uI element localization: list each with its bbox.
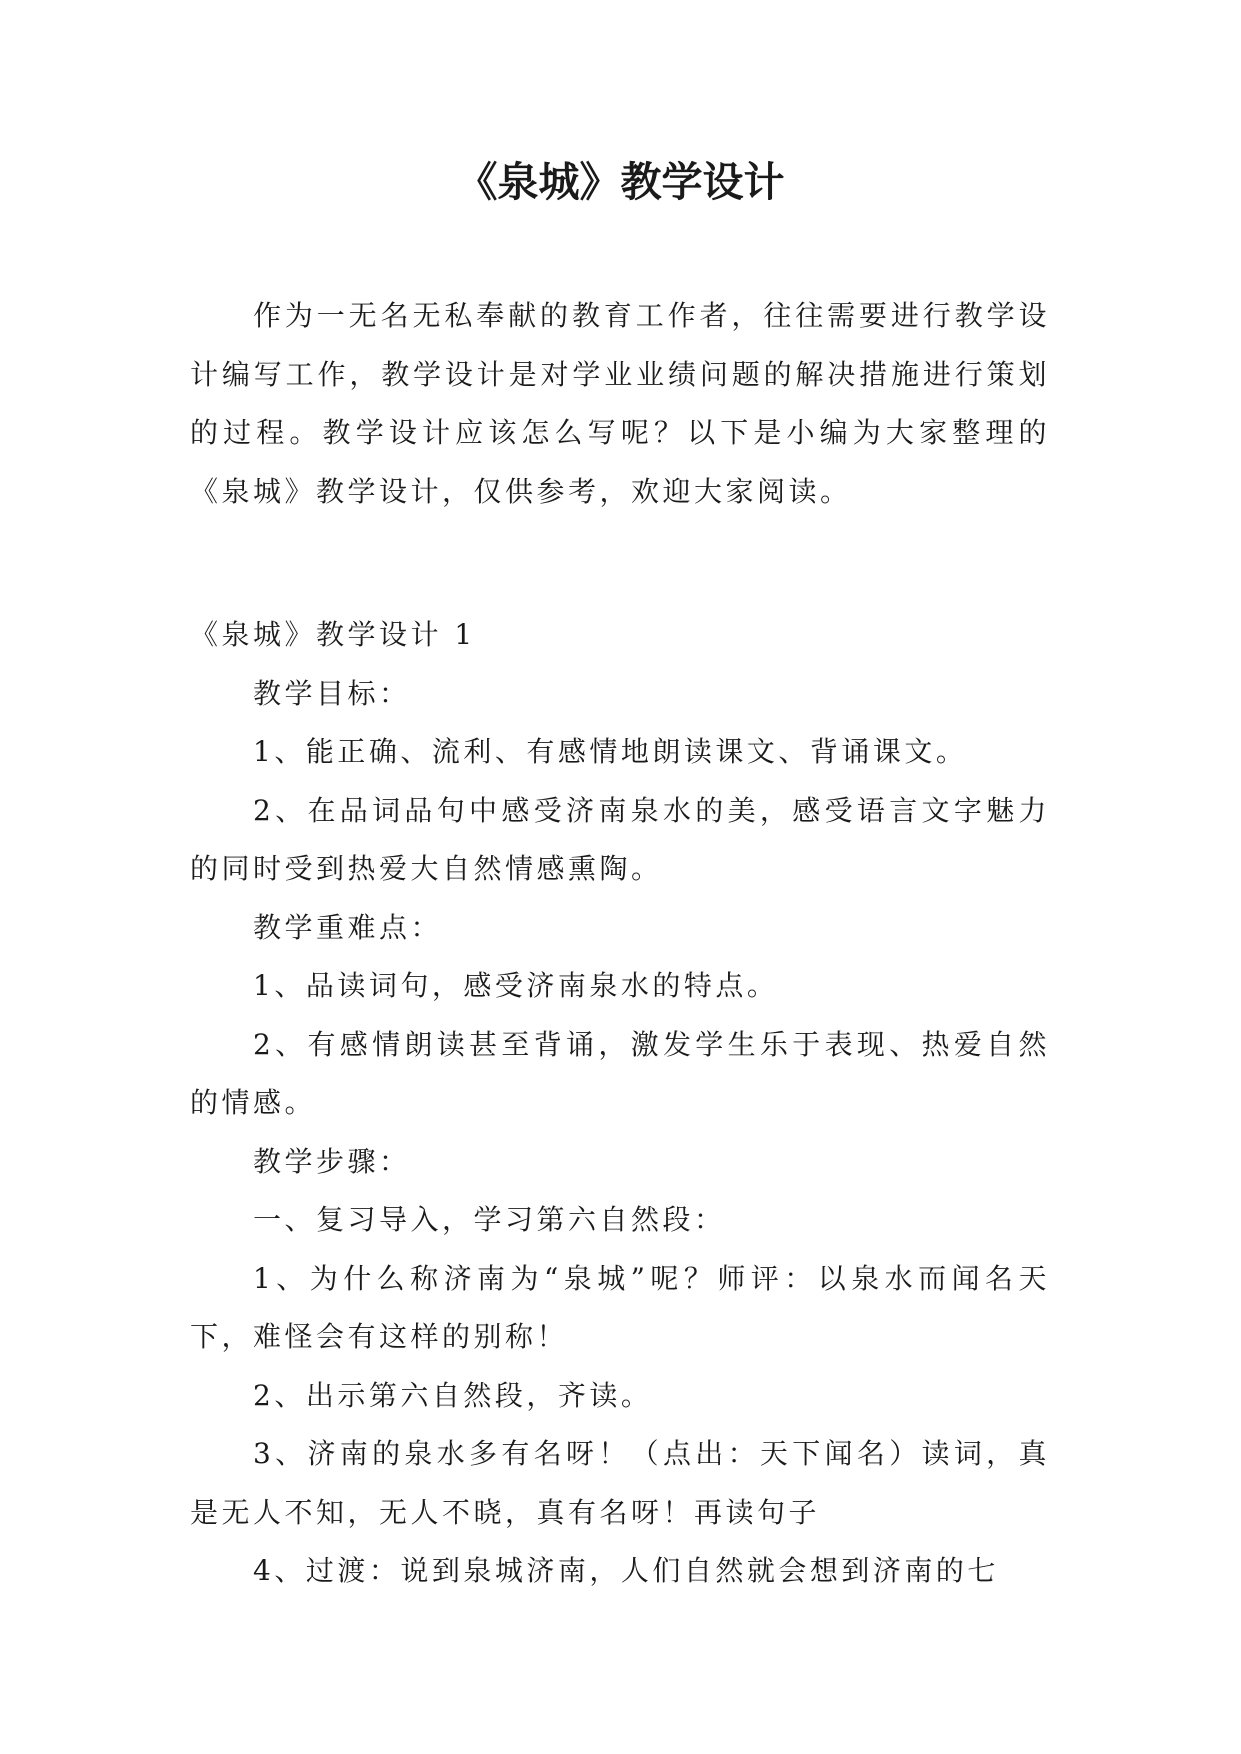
- paragraph-key-point-1: 1、品读词句，感受济南泉水的特点。: [253, 969, 779, 1002]
- paragraph-objective-2: 2、在品词品句中感受济南泉水的美，感受语言文字魅力的同时受到热爱大自然情感熏陶。: [190, 793, 1050, 885]
- document-body: [190, 287, 1050, 1601]
- paragraph-key-point-2: 2、有感情朗读甚至背诵，激发学生乐于表现、热爱自然的情感。: [190, 1027, 1050, 1119]
- intro-paragraph: 作为一无名无私奉献的教育工作者，往往需要进行教学设计编写工作，教学设计是对学业业绩问题的解决措施进行策划的过程。教学设计应该怎么写呢？以下是小编为大家整理的《泉城》教学设计，仅供参考，欢迎大家阅读。: [190, 299, 1050, 508]
- paragraph-step-1: 1、为什么称济南为“泉城”呢？师评：以泉水而闻名天下，难怪会有这样的别称！: [190, 1261, 1050, 1353]
- paragraph-step-section-1: 一、复习导入，学习第六自然段：: [253, 1203, 726, 1236]
- paragraph-step-4: 4、过渡：说到泉城济南，人们自然就会想到济南的七: [253, 1554, 999, 1587]
- paragraph-key-points-heading: 教学重难点：: [253, 910, 443, 944]
- paragraph-gap: [190, 521, 1050, 606]
- paragraph-steps-heading: 教学步骤：: [253, 1144, 411, 1178]
- document-title: 《泉城》教学设计: [456, 158, 785, 206]
- paragraph-objectives-heading: 教学目标：: [253, 676, 411, 710]
- paragraph-objective-1: 1、能正确、流利、有感情地朗读课文、背诵课文。: [253, 735, 968, 768]
- paragraph-step-3: 3、济南的泉水多有名呀！（点出：天下闻名）读词，真是无人不知，无人不晓，真有名呀！再读句子: [190, 1437, 1050, 1529]
- paragraph-step-2: 2、出示第六自然段，齐读。: [253, 1378, 653, 1412]
- section-heading: 《泉城》教学设计 1: [190, 618, 476, 651]
